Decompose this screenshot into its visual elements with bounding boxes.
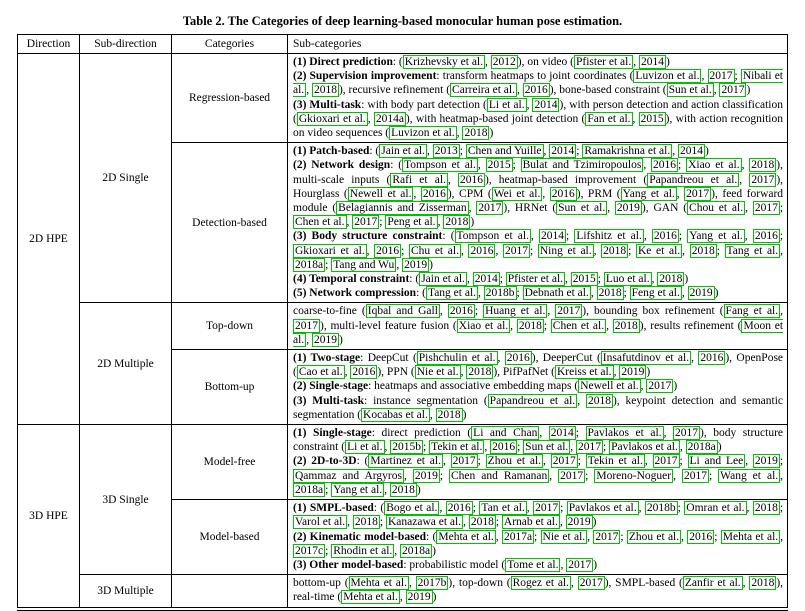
citation-link[interactable]: 2018a xyxy=(295,258,324,271)
subcategory-item: (5) Network compression: ( Tang et al. , 2018b ; Debnath et al. , 2018 ; Feng et al. , 2019 ) xyxy=(293,287,719,300)
citation-link[interactable]: Pishchulin et al. xyxy=(418,352,496,365)
citation-link[interactable]: 2017b xyxy=(417,577,447,590)
citation-link[interactable]: 2014 xyxy=(551,145,575,158)
citation-link[interactable]: Chen and Yuille xyxy=(467,145,542,158)
citation-link[interactable]: Pfister et al. xyxy=(575,56,632,68)
citation-link[interactable]: Fang et al. xyxy=(725,305,779,318)
citation-link[interactable]: 2017 xyxy=(654,455,678,468)
citation-link[interactable]: Jain et al. xyxy=(381,145,425,158)
citation-link[interactable]: Tompson et al. xyxy=(456,230,529,243)
subcategory-label: (2) Single-stage xyxy=(293,380,369,393)
citation-link[interactable]: 2013 xyxy=(434,145,458,158)
citation-link[interactable]: Gkioxari et al. xyxy=(298,112,366,125)
citation-link[interactable]: Bogo et al. xyxy=(386,502,438,515)
citation-link[interactable]: 2018 xyxy=(313,84,337,97)
citation-link[interactable]: Chen et al. xyxy=(295,216,345,229)
citation-link[interactable]: 2017 xyxy=(552,455,576,468)
citation-link[interactable]: Chou et al. xyxy=(689,202,744,215)
subcategory-label: (5) Network compression xyxy=(293,287,417,300)
subcategory-item: (1) Single-stage: direct prediction ( Li and Chan , 2014 ; Pavlakos et al. , 2017 ), body structure constraint ( Li et al. , 2015b ; Tekin et al. , 2016 ; Sun et al. , 2017 ; Pavlakos et al. , 2018a ) xyxy=(293,427,784,454)
citation-link[interactable]: Li and Lee xyxy=(689,455,744,468)
citation-link[interactable]: Varol et al. xyxy=(295,516,346,529)
header-row xyxy=(18,35,788,54)
citation-link[interactable]: 2017 xyxy=(751,173,775,186)
citation-link[interactable]: Chen and Ramanan xyxy=(451,469,548,482)
citation-link[interactable]: Carreira et al. xyxy=(452,84,515,97)
table-row xyxy=(18,303,788,350)
citation-link[interactable]: Moon et al. xyxy=(293,319,784,346)
citation-link[interactable]: 2014 xyxy=(540,230,564,243)
citation-link[interactable]: Fan et al. xyxy=(587,112,631,125)
citation-link[interactable]: 2016 xyxy=(492,441,516,454)
citation-link[interactable]: Arnab et al. xyxy=(503,516,558,529)
citation-link[interactable]: 2016 xyxy=(422,187,446,200)
citation-link[interactable]: 2017 xyxy=(675,427,698,440)
citation-link[interactable]: 2018b xyxy=(646,502,676,515)
subcategory-item: (3) Multi-task: with body part detection ( Li et al. , 2014 ), with person detection and action classification ( Gkioxari et al. , 2014a ), with heatmap-based joint detection ( Fan et al. , 2015 ), with action recognition on video sequences ( Luvizon et al. , 2018 ) xyxy=(293,98,784,140)
citation-link[interactable]: 2017 xyxy=(578,441,602,454)
subcategory-label: (1) SMPL-based xyxy=(293,502,374,515)
citation-link[interactable]: Huang et al. xyxy=(485,305,546,318)
citation-link[interactable]: Pavlakos et al. xyxy=(568,502,637,515)
citation-link[interactable]: 2019 xyxy=(621,366,645,379)
citation-link[interactable]: 2017 xyxy=(535,502,559,515)
citation-link[interactable]: 2016 xyxy=(459,173,483,186)
citation-link[interactable]: Li and Chan xyxy=(473,427,538,440)
direction-cell: 3D HPE xyxy=(18,425,80,609)
citation-link[interactable]: 2016 xyxy=(470,244,494,257)
citation-link[interactable]: Omran et al. xyxy=(686,502,745,515)
table-caption: Table 2. The Categories of deep learning-based monocular human pose estimation. xyxy=(182,14,623,28)
citation-link[interactable]: 2016 xyxy=(700,352,724,365)
citation-link[interactable]: 2018 xyxy=(751,159,775,172)
sub-categories-cell xyxy=(288,54,788,143)
citation-link[interactable]: 2018 xyxy=(587,394,611,407)
direction-cell: 2D HPE xyxy=(18,54,80,425)
citation-link[interactable]: Ke et al. xyxy=(638,244,681,257)
citation-link[interactable]: 2018 xyxy=(598,287,622,300)
citation-link[interactable]: Mehta et al. xyxy=(350,577,407,590)
citation-link[interactable]: 2014 xyxy=(550,427,574,440)
citation-link[interactable]: 2017 xyxy=(686,187,710,200)
subcategory-item: (1) Two-stage: DeepCut ( Pishchulin et al. , 2016 ), DeeperCut ( Insafutdinov et al. , 2016 ), OpenPose ( Cao et al. , 2016 ), PPN ( Nie et al. , 2018 ), PifPafNet ( Kreiss et al. , 2019 ) xyxy=(293,352,784,379)
citation-link[interactable]: 2015 xyxy=(572,273,596,286)
citation-link[interactable]: 2015 xyxy=(640,112,664,125)
subcategory-label: (3) Other model-based xyxy=(293,558,404,571)
citation-link[interactable]: 2018 xyxy=(614,319,638,332)
subcategory-item: (2) Network design: ( Tompson et al. , 2015 ; Bulat and Tzimiropoulos , 2016 ; Xiao et al. , 2018 ), multi-scale inputs ( Rafi et al. , 2016 ), heatmap-based improvement ( Papandreou et al. , 2017 ), Hourglass ( Newell et al. , 2016 ), CPM ( Wei et al. , 2016 ), PRM ( Yang et al. , 2017 ), feed forward module ( Belagiannis and Zisserman , 2017 ), HRNet ( Sun et al. , 2019 ), GAN ( Chou et al. , 2017 ; Chen et al. , 2017 ; Peng et al. , 2018 ) xyxy=(293,159,784,229)
citation-link[interactable]: Sun et al. xyxy=(525,441,569,454)
citation-link[interactable]: 2015b xyxy=(392,441,422,454)
category-cell: Regression-based xyxy=(172,54,288,143)
sub-direction-cell: 3D Multiple xyxy=(80,575,172,609)
citation-link[interactable]: Sun et al. xyxy=(668,84,712,97)
citation-link[interactable]: 2018 xyxy=(354,516,378,529)
citation-link[interactable]: 2016 xyxy=(449,305,473,318)
citation-link[interactable]: 2017a xyxy=(503,530,533,543)
citation-link[interactable]: 2016 xyxy=(551,187,575,200)
subcategory-label: (1) Patch-based xyxy=(293,145,370,158)
citation-link[interactable]: 2018b xyxy=(485,287,515,300)
subcategory-item: (2) Kinematic model-based: ( Mehta et al. , 2017a ; Nie et al. , 2017 ; Zhou et al. , 2016 ; Mehta et al. , 2017c ; Rhodin et al. , 2018a ) xyxy=(293,530,784,557)
citation-link[interactable]: Gkioxari et al. xyxy=(295,244,365,257)
citation-link[interactable]: 2016 xyxy=(653,159,677,172)
citation-link[interactable]: Belagiannis and Zisserman xyxy=(338,202,467,215)
citation-link[interactable]: Tang et al. xyxy=(427,287,477,300)
citation-link[interactable]: Chen et al. xyxy=(552,319,605,332)
category-cell: Detection-based xyxy=(172,143,288,303)
citation-link[interactable]: Kocabas et al. xyxy=(363,408,428,421)
citation-link[interactable]: Li et al. xyxy=(488,98,525,111)
subcategory-item: (1) Direct prediction: ( Krizhevsky et al. , 2012 ), on video ( Pfister et al. , 2014 ) xyxy=(293,56,670,68)
citation-link[interactable]: 2018 xyxy=(518,319,542,332)
citation-link[interactable]: 2017c xyxy=(295,544,324,557)
table-row xyxy=(18,575,788,609)
sub-categories-cell xyxy=(288,425,788,500)
citation-link[interactable]: 2015 xyxy=(487,159,511,172)
citation-link[interactable]: 2014 xyxy=(640,56,664,68)
citation-link[interactable]: Papandreou et al. xyxy=(489,394,576,407)
citation-link[interactable]: 2019 xyxy=(404,258,428,271)
sub-categories-cell xyxy=(288,575,788,609)
citation-link[interactable]: Papandreou et al. xyxy=(649,173,738,186)
citation-link[interactable]: 2018 xyxy=(751,577,775,590)
citation-link[interactable]: 2017 xyxy=(560,469,584,482)
subcategory-label: (2) Supervision improvement xyxy=(293,70,437,83)
citation-link[interactable]: Kreiss et al. xyxy=(556,366,612,379)
sub-direction-cell: 2D Multiple xyxy=(80,303,172,425)
subcategory-item: (3) Body structure constraint: ( Tompson et al. , 2014 ; Lifshitz et al. , 2016 ; Yang et al. , 2016 ; Gkioxari et al. , 2016 ; Chu et al. , 2016 , 2017 ; Ning et al. , 2018 ; Ke et al. , 2018 ; Tang et al. , 2018a ; Tang and Wu , 2019 ) xyxy=(293,230,784,271)
citation-link[interactable]: Feng et al. xyxy=(631,287,680,300)
subcategory-item: (3) Multi-task: instance segmentation ( Papandreou et al. , 2018 ), keypoint detection and semantic segmentation ( Kocabas et al. , 2018 ) xyxy=(293,394,783,421)
citation-link[interactable]: Yang et al. xyxy=(622,187,675,200)
category-cell: Bottom-up xyxy=(172,350,288,425)
citation-link[interactable]: Pavlakos et al. xyxy=(611,441,678,454)
subcategory-label: (2) Kinematic model-based xyxy=(293,530,427,543)
citation-link[interactable]: Nie et al. xyxy=(542,530,586,543)
citation-link[interactable]: 2018 xyxy=(391,483,415,496)
sub-direction-cell: 2D Single xyxy=(80,54,172,303)
citation-link[interactable]: Tan et al. xyxy=(481,502,525,515)
citation-link[interactable]: Nie et al. xyxy=(416,366,459,379)
citation-link[interactable]: Tang and Wu xyxy=(333,258,395,271)
citation-link[interactable]: 2018a xyxy=(402,544,431,557)
subcategory-label: (3) Multi-task xyxy=(293,394,365,407)
citation-link[interactable]: 2019 xyxy=(414,469,438,482)
subcategory-item: coarse-to-fine ( Iqbal and Gall , 2016 ; Huang et al. , 2017 ), bounding box refinement ( Fang et al. , 2017 ), multi-level feature fusion ( Xiao et al. , 2018 ; Chen et al. , 2018 ), results refinement ( Moon et al. , 2019 ) xyxy=(293,305,784,346)
category-cell: Top-down xyxy=(172,303,288,350)
citation-link[interactable]: Tompson et al. xyxy=(404,159,476,172)
citation-link[interactable]: 2018 xyxy=(470,516,494,529)
citation-link[interactable]: Mehta et al. xyxy=(722,530,779,543)
citation-link[interactable]: 2017 xyxy=(478,202,502,215)
citation-link[interactable]: Lifshitz et al. xyxy=(576,230,642,243)
citation-link[interactable]: 2016 xyxy=(524,84,548,97)
citation-link[interactable]: 2018 xyxy=(437,408,461,421)
sub-categories-cell xyxy=(288,303,788,350)
citation-link[interactable]: Pavlakos et al. xyxy=(587,427,662,440)
citation-link[interactable]: 2016 xyxy=(653,230,677,243)
citation-link[interactable]: 2014 xyxy=(474,273,498,286)
citation-link[interactable]: 2016 xyxy=(376,244,400,257)
citation-link[interactable]: Nibali et al. xyxy=(293,70,784,97)
sub-direction-cell: 3D Single xyxy=(80,425,172,575)
category-cell xyxy=(172,575,288,609)
citation-link[interactable]: Xiao et al. xyxy=(688,159,740,172)
subcategory-label: (1) Two-stage xyxy=(293,352,361,365)
subcategory-label: (2) 2D-to-3D xyxy=(293,455,357,468)
citation-link[interactable]: 2019 xyxy=(407,591,431,604)
citation-link[interactable]: 2017 xyxy=(709,70,733,83)
citation-link[interactable]: Qammaz and Argyros xyxy=(295,469,402,482)
sub-categories-cell xyxy=(288,500,788,575)
citation-link[interactable]: 2018 xyxy=(659,273,683,286)
citation-link[interactable]: 2017 xyxy=(595,530,619,543)
citation-link[interactable]: Zanfir et al. xyxy=(684,577,741,590)
citation-link[interactable]: Luo et al. xyxy=(605,273,650,286)
citation-link[interactable]: 2016 xyxy=(447,502,471,515)
citation-link[interactable]: Wei et al. xyxy=(493,187,541,200)
citation-link[interactable]: Wang et al. xyxy=(720,469,779,482)
categories-table xyxy=(17,34,788,611)
subcategory-item: bottom-up ( Mehta et al. , 2017b ), top-down ( Rogez et al. , 2017 ), SMPL-based ( Zanfir et al. , 2018 ), real-time ( Mehta et al. , 2019 ) xyxy=(293,577,784,604)
table-row xyxy=(18,425,788,500)
citation-link[interactable]: Rogez et al. xyxy=(512,577,570,590)
col-header-categories: Categories xyxy=(172,35,288,54)
citation-link[interactable]: 2018 xyxy=(603,244,627,257)
citation-link[interactable]: Krizhevsky et al. xyxy=(404,56,484,68)
citation-link[interactable]: 2018 xyxy=(464,127,488,140)
category-cell: Model-based xyxy=(172,500,288,575)
col-header-sub-direction: Sub-direction xyxy=(80,35,172,54)
citation-link[interactable]: 2019 xyxy=(754,455,778,468)
citation-link[interactable]: Zhou et al. xyxy=(628,530,680,543)
citation-link[interactable]: Rafi et al. xyxy=(392,173,446,186)
citation-link[interactable]: Xiao et al. xyxy=(458,319,509,332)
citation-link[interactable]: 2017 xyxy=(754,202,778,215)
subcategory-item: (2) Single-stage: heatmaps and associative embedding maps ( Newell et al. , 2017 ) xyxy=(293,380,678,393)
citation-link[interactable]: 2017 xyxy=(452,455,476,468)
citation-link[interactable]: Luvizon et al. xyxy=(391,127,455,140)
citation-link[interactable]: Peng et al. xyxy=(387,216,436,229)
subcategory-item: (2) 2D-to-3D: ( Martinez et al. , 2017 ; Zhou et al. , 2017 ; Tekin et al. , 2017 ; Li and Lee , 2019 ; Qammaz and Argyros , 2019 ; Chen and Ramanan , 2017 ; Moreno-Noguer , 2017 ; Wang et al. , 2018a ; Yang et al. , 2018 ) xyxy=(293,455,784,496)
table-row xyxy=(18,54,788,143)
citation-link[interactable]: 2014 xyxy=(679,145,703,158)
citation-link[interactable]: Insafutdinov et al. xyxy=(602,352,690,365)
subcategory-label: (1) Single-stage xyxy=(293,427,372,440)
citation-link[interactable]: 2012 xyxy=(492,56,516,68)
citation-link[interactable]: Mehta et al. xyxy=(438,530,494,543)
citation-link[interactable]: Ning et al. xyxy=(539,244,592,257)
citation-link[interactable]: 2017 xyxy=(557,305,581,318)
subcategory-label: (3) Multi-task xyxy=(293,98,362,111)
citation-link[interactable]: 2017 xyxy=(354,216,378,229)
subcategory-label: (3) Body structure constraint xyxy=(293,230,443,243)
citation-link[interactable]: 2019 xyxy=(616,202,640,215)
citation-link[interactable]: Pfister et al. xyxy=(507,273,564,286)
citation-link[interactable]: Yang et al. xyxy=(689,230,743,243)
citation-link[interactable]: Tekin et al. xyxy=(587,455,643,468)
subcategory-item: (4) Temporal constraint: ( Jain et al. , 2014 ; Pfister et al. , 2015 ; Luo et al. , 2018 ) xyxy=(293,273,689,286)
citation-link[interactable]: 2017 xyxy=(295,319,318,332)
citation-link[interactable]: 2019 xyxy=(313,333,337,346)
citation-link[interactable]: Li et al. xyxy=(347,441,383,454)
citation-link[interactable]: 2018 xyxy=(468,366,492,379)
col-header-direction: Direction xyxy=(18,35,80,54)
citation-link[interactable]: Ramakrishna et al. xyxy=(584,145,671,158)
citation-link[interactable]: Mehta et al. xyxy=(343,591,398,604)
subcategory-label: (4) Temporal constraint xyxy=(293,273,410,286)
citation-link[interactable]: 2017 xyxy=(648,380,672,393)
citation-link[interactable]: 2016 xyxy=(689,530,713,543)
subcategory-item: (1) Patch-based: ( Jain et al. , 2013 ; Chen and Yuille , 2014 ; Ramakrishna et al. , 2014 ) xyxy=(293,145,709,158)
category-cell: Model-free xyxy=(172,425,288,500)
citation-link[interactable]: 2017 xyxy=(568,558,592,571)
citation-link[interactable]: 2018a xyxy=(687,441,716,454)
subcategory-label: (1) Direct prediction xyxy=(293,56,393,68)
col-header-sub-categories: Sub-categories xyxy=(288,35,788,54)
subcategory-item: (1) SMPL-based: ( Bogo et al. , 2016 ; Tan et al. , 2017 ; Pavlakos et al. , 2018b ; Omran et al. , 2018 ; Varol et al. , 2018 ; Kanazawa et al. , 2018 ; Arnab et al. , 2019 ) xyxy=(293,502,784,529)
citation-link[interactable]: Cao et al. xyxy=(298,366,343,379)
subcategory-item: (2) Supervision improvement: transform heatmaps to joint coordinates ( Luvizon et al. , 2017 ; Nibali et al. , 2018 ), recursive refinement ( Carreira et al. , 2016 ), bone-based constraint ( Sun et al. , 2017 ) xyxy=(293,70,784,97)
subcategory-item: (3) Other model-based: probabilistic model ( Tome et al. , 2017 ) xyxy=(293,558,598,571)
sub-categories-cell xyxy=(288,143,788,303)
citation-link[interactable]: Tome et al. xyxy=(507,558,559,571)
citation-link[interactable]: Sun et al. xyxy=(558,202,606,215)
citation-link[interactable]: 2014a xyxy=(375,112,404,125)
citation-link[interactable]: Tekin et al. xyxy=(431,441,483,454)
citation-link[interactable]: Bulat and Tzimiropoulos xyxy=(522,159,642,172)
citation-link[interactable]: 2018 xyxy=(445,216,469,229)
citation-link[interactable]: Yang et al. xyxy=(333,483,383,496)
citation-link[interactable]: 2019 xyxy=(567,516,591,529)
citation-link[interactable]: 2016 xyxy=(754,230,778,243)
citation-link[interactable]: Newell et al. xyxy=(349,187,412,200)
citation-link[interactable]: 2017 xyxy=(683,469,707,482)
citation-link[interactable]: 2017 xyxy=(721,84,745,97)
citation-link[interactable]: Zhou et al. xyxy=(487,455,542,468)
sub-categories-cell xyxy=(288,350,788,425)
citation-link[interactable]: Luvizon et al. xyxy=(635,70,700,83)
subcategory-label: (2) Network design xyxy=(293,159,391,172)
citation-link[interactable]: Chu et al. xyxy=(411,244,459,257)
citation-link[interactable]: Iqbal and Gall xyxy=(367,305,438,318)
citation-link[interactable]: 2017 xyxy=(505,244,529,257)
citation-link[interactable]: Newell et al. xyxy=(580,380,639,393)
citation-link[interactable]: Jain et al. xyxy=(421,273,465,286)
citation-link[interactable]: 2018a xyxy=(295,483,324,496)
citation-link[interactable]: Martinez et al. xyxy=(370,455,441,468)
citation-link[interactable]: 2019 xyxy=(689,287,713,300)
citation-link[interactable]: Kanazawa et al. xyxy=(387,516,462,529)
citation-link[interactable]: 2018 xyxy=(754,502,778,515)
citation-link[interactable]: 2016 xyxy=(506,352,530,365)
citation-link[interactable]: Rhodin et al. xyxy=(333,544,393,557)
citation-link[interactable]: 2016 xyxy=(352,366,376,379)
citation-link[interactable]: 2014 xyxy=(534,98,558,111)
citation-link[interactable]: Debnath et al. xyxy=(524,287,589,300)
citation-link[interactable]: 2018 xyxy=(691,244,715,257)
citation-link[interactable]: Moreno-Noguer xyxy=(596,469,672,482)
citation-link[interactable]: Tang et al. xyxy=(726,244,779,257)
citation-link[interactable]: 2017 xyxy=(579,577,603,590)
